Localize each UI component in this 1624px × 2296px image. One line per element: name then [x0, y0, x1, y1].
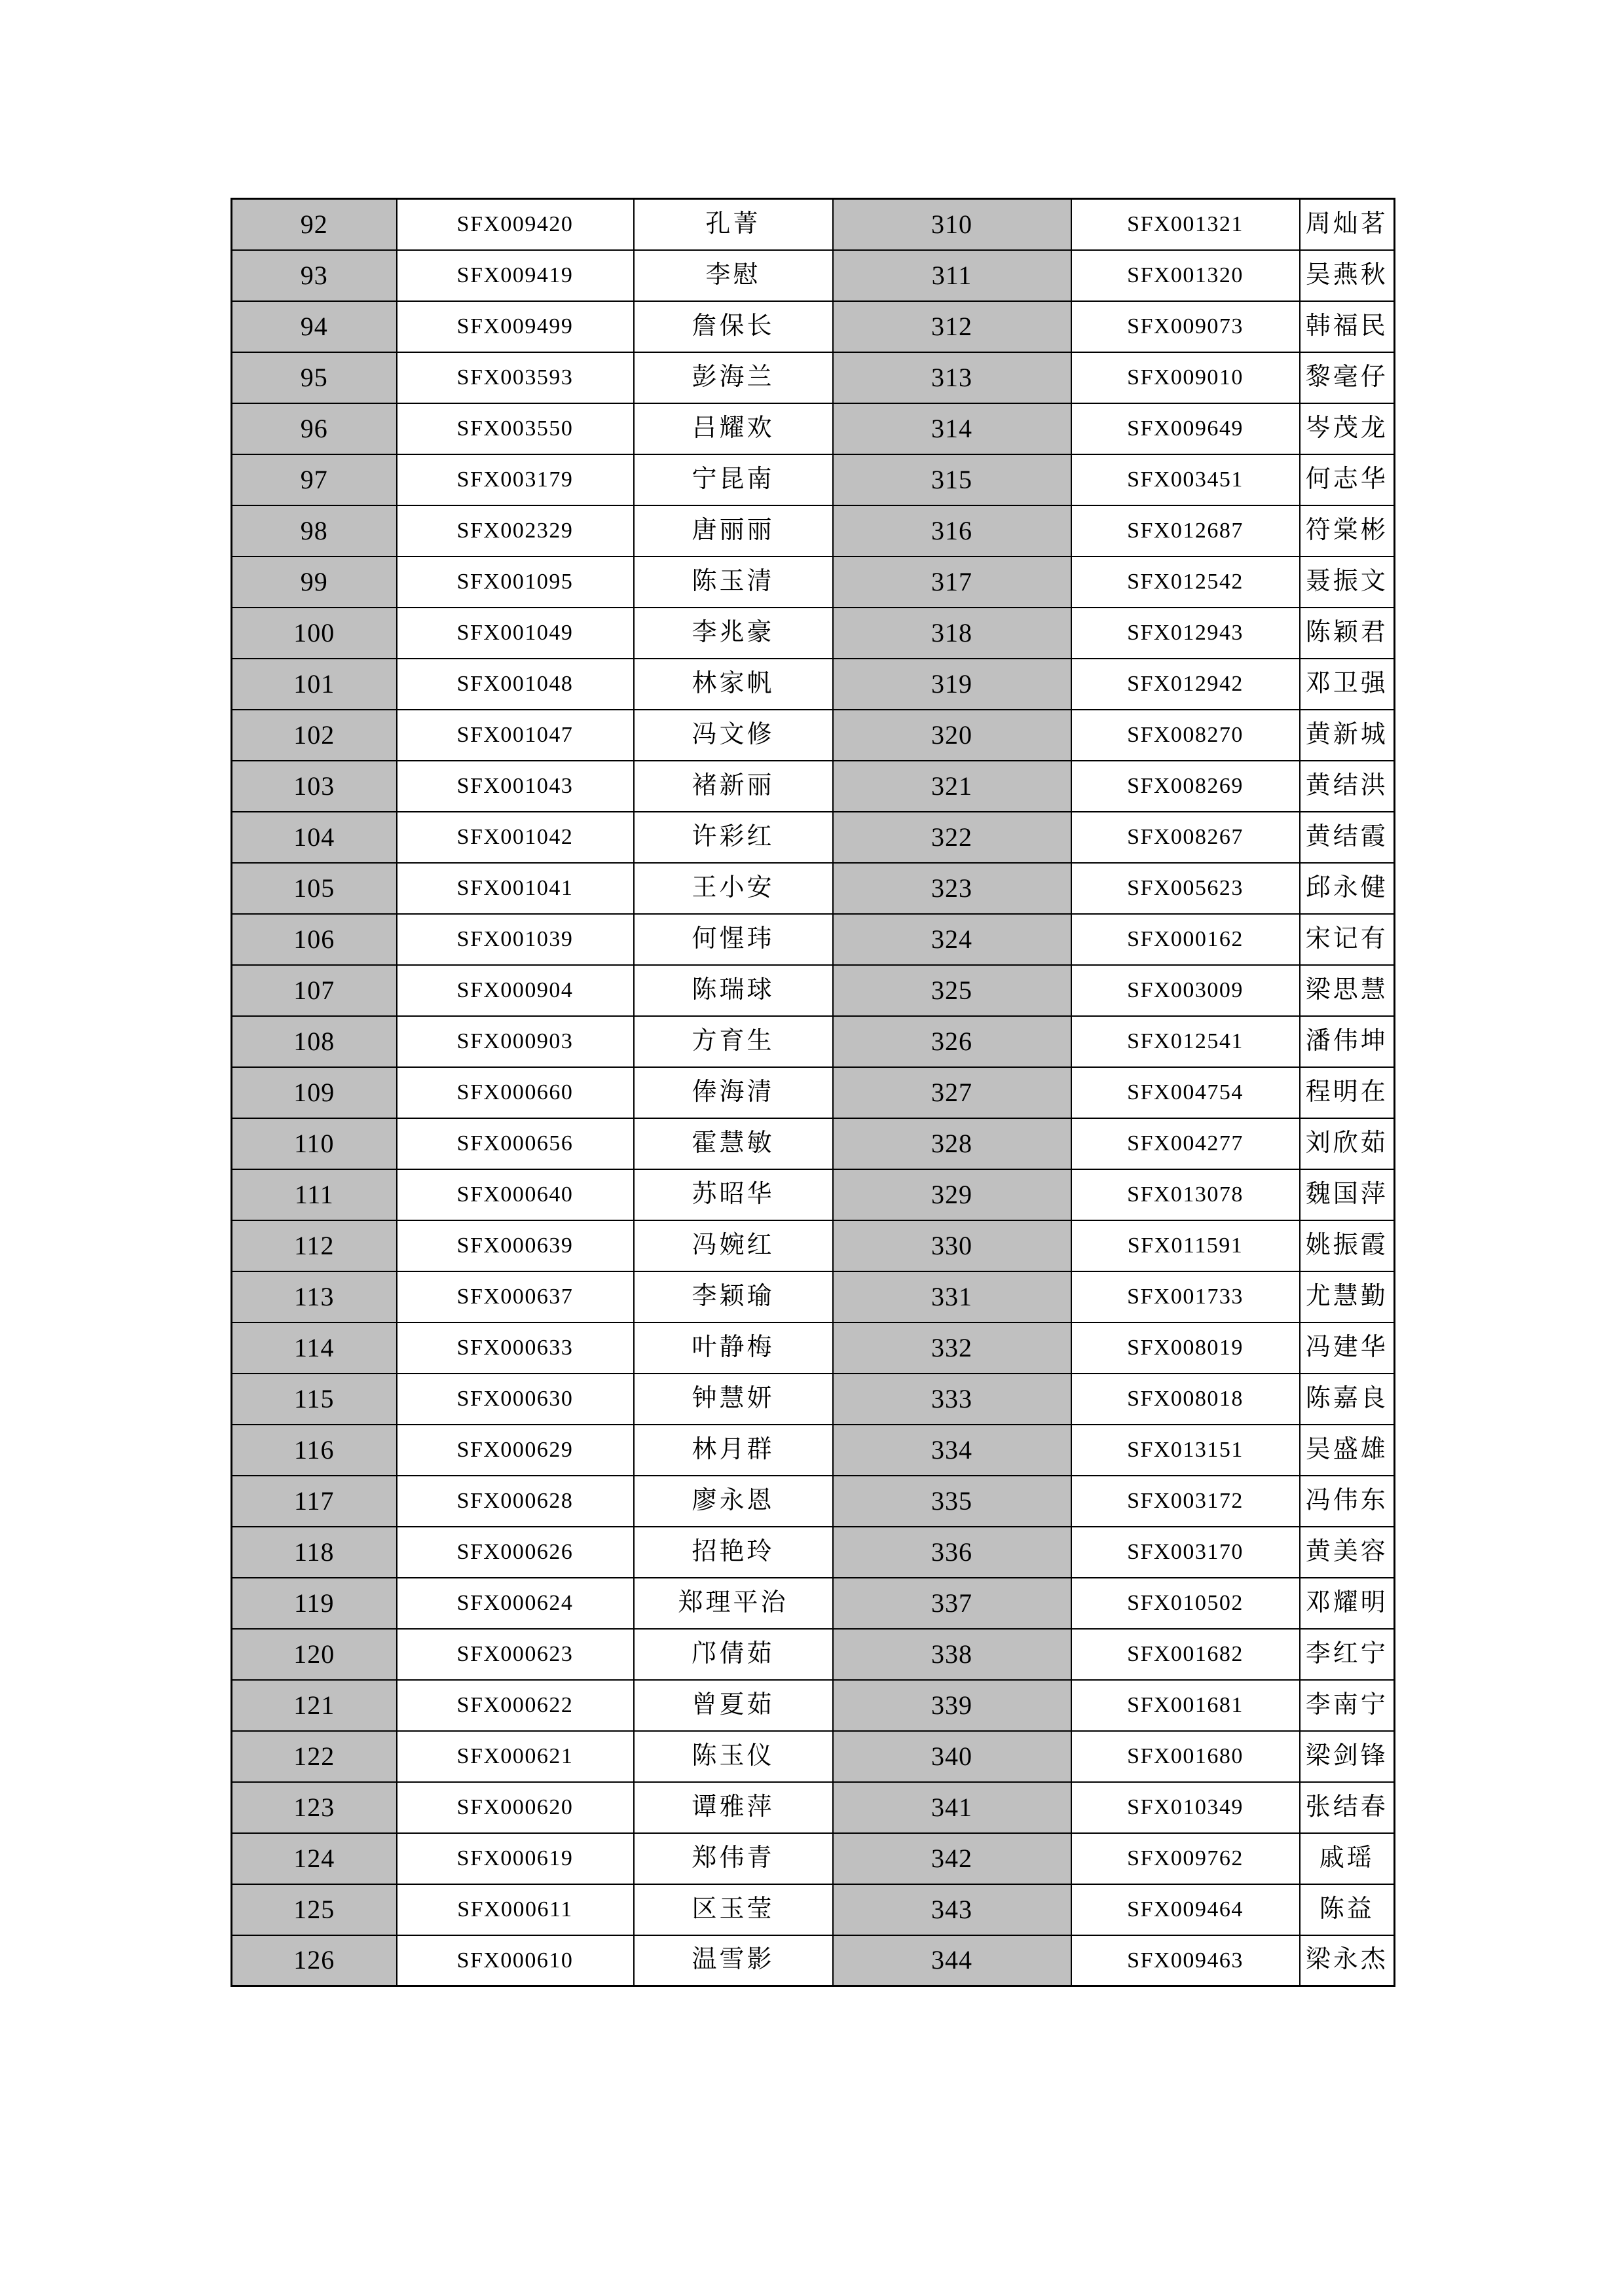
row-sequence-left: 98 [232, 505, 397, 556]
row-sequence-left: 110 [232, 1118, 397, 1169]
row-code-right: SFX012943 [1071, 608, 1300, 659]
row-code-right: SFX004277 [1071, 1118, 1300, 1169]
roster-table-container [231, 198, 1393, 1987]
row-code-right: SFX008270 [1071, 710, 1300, 761]
row-name-right: 梁剑锋 [1300, 1731, 1395, 1782]
row-sequence-left: 113 [232, 1271, 397, 1322]
table-row [232, 1220, 1395, 1271]
row-sequence-left: 116 [232, 1425, 397, 1476]
table-row [232, 1833, 1395, 1884]
row-sequence-right: 331 [833, 1271, 1071, 1322]
row-name-left: 许彩红 [634, 812, 833, 863]
row-code-right: SFX009463 [1071, 1935, 1300, 1986]
row-name-right: 戚瑶 [1300, 1833, 1395, 1884]
row-code-right: SFX001733 [1071, 1271, 1300, 1322]
row-code-left: SFX000903 [397, 1016, 634, 1067]
row-sequence-right: 336 [833, 1527, 1071, 1578]
table-row [232, 505, 1395, 556]
table-row [232, 1782, 1395, 1833]
row-sequence-right: 342 [833, 1833, 1071, 1884]
roster-table-body [232, 199, 1395, 1986]
row-sequence-right: 317 [833, 556, 1071, 608]
row-name-left: 詹保长 [634, 301, 833, 352]
row-name-left: 郑伟青 [634, 1833, 833, 1884]
row-code-left: SFX000619 [397, 1833, 634, 1884]
row-sequence-left: 97 [232, 454, 397, 505]
row-name-right: 岑茂龙 [1300, 403, 1395, 454]
table-row [232, 1118, 1395, 1169]
row-name-left: 陈玉仪 [634, 1731, 833, 1782]
row-code-left: SFX001041 [397, 863, 634, 914]
table-row [232, 710, 1395, 761]
row-sequence-left: 95 [232, 352, 397, 403]
row-sequence-left: 108 [232, 1016, 397, 1067]
table-row [232, 1169, 1395, 1220]
row-code-right: SFX012542 [1071, 556, 1300, 608]
row-code-right: SFX009073 [1071, 301, 1300, 352]
table-row [232, 1629, 1395, 1680]
row-code-left: SFX000624 [397, 1578, 634, 1629]
row-code-left: SFX000626 [397, 1527, 634, 1578]
row-sequence-right: 312 [833, 301, 1071, 352]
row-code-right: SFX010349 [1071, 1782, 1300, 1833]
row-code-right: SFX003009 [1071, 965, 1300, 1016]
row-name-right: 黎毫仔 [1300, 352, 1395, 403]
table-row [232, 403, 1395, 454]
row-name-left: 温雪影 [634, 1935, 833, 1986]
row-name-right: 邓卫强 [1300, 659, 1395, 710]
row-name-left: 林家帆 [634, 659, 833, 710]
table-row [232, 1935, 1395, 1986]
row-sequence-right: 335 [833, 1476, 1071, 1527]
row-sequence-right: 337 [833, 1578, 1071, 1629]
row-code-right: SFX003451 [1071, 454, 1300, 505]
row-code-left: SFX000622 [397, 1680, 634, 1731]
row-name-left: 褚新丽 [634, 761, 833, 812]
row-code-right: SFX011591 [1071, 1220, 1300, 1271]
row-sequence-left: 99 [232, 556, 397, 608]
row-name-left: 林月群 [634, 1425, 833, 1476]
row-code-left: SFX009419 [397, 250, 634, 301]
row-name-right: 冯伟东 [1300, 1476, 1395, 1527]
row-name-left: 谭雅萍 [634, 1782, 833, 1833]
row-sequence-left: 92 [232, 199, 397, 250]
row-code-left: SFX003179 [397, 454, 634, 505]
table-row [232, 1374, 1395, 1425]
row-code-right: SFX001681 [1071, 1680, 1300, 1731]
row-code-left: SFX000629 [397, 1425, 634, 1476]
row-name-right: 吴燕秋 [1300, 250, 1395, 301]
row-sequence-left: 104 [232, 812, 397, 863]
row-name-right: 李南宁 [1300, 1680, 1395, 1731]
row-code-left: SFX000628 [397, 1476, 634, 1527]
row-code-left: SFX009499 [397, 301, 634, 352]
row-code-left: SFX001039 [397, 914, 634, 965]
row-code-right: SFX008018 [1071, 1374, 1300, 1425]
row-sequence-left: 109 [232, 1067, 397, 1118]
row-name-right: 周灿茗 [1300, 199, 1395, 250]
row-sequence-left: 101 [232, 659, 397, 710]
row-sequence-right: 341 [833, 1782, 1071, 1833]
row-sequence-right: 326 [833, 1016, 1071, 1067]
row-sequence-left: 124 [232, 1833, 397, 1884]
table-row [232, 1425, 1395, 1476]
row-sequence-right: 340 [833, 1731, 1071, 1782]
row-code-left: SFX000660 [397, 1067, 634, 1118]
table-row [232, 556, 1395, 608]
row-sequence-right: 320 [833, 710, 1071, 761]
row-sequence-left: 115 [232, 1374, 397, 1425]
row-sequence-left: 103 [232, 761, 397, 812]
table-row [232, 863, 1395, 914]
row-name-right: 冯建华 [1300, 1322, 1395, 1374]
row-code-right: SFX009762 [1071, 1833, 1300, 1884]
row-sequence-right: 315 [833, 454, 1071, 505]
row-name-right: 张结春 [1300, 1782, 1395, 1833]
row-sequence-left: 119 [232, 1578, 397, 1629]
table-row [232, 659, 1395, 710]
row-sequence-left: 105 [232, 863, 397, 914]
row-sequence-left: 118 [232, 1527, 397, 1578]
row-name-left: 冯婉红 [634, 1220, 833, 1271]
row-code-right: SFX013078 [1071, 1169, 1300, 1220]
row-code-left: SFX000611 [397, 1884, 634, 1935]
row-code-left: SFX001095 [397, 556, 634, 608]
row-code-left: SFX000610 [397, 1935, 634, 1986]
row-code-left: SFX001043 [397, 761, 634, 812]
row-sequence-right: 311 [833, 250, 1071, 301]
row-sequence-right: 339 [833, 1680, 1071, 1731]
row-name-right: 韩福民 [1300, 301, 1395, 352]
table-row [232, 250, 1395, 301]
row-code-left: SFX003550 [397, 403, 634, 454]
row-name-left: 宁昆南 [634, 454, 833, 505]
row-sequence-left: 94 [232, 301, 397, 352]
table-row [232, 1067, 1395, 1118]
roster-table [231, 198, 1395, 1987]
row-code-right: SFX008019 [1071, 1322, 1300, 1374]
row-name-left: 钟慧妍 [634, 1374, 833, 1425]
row-sequence-right: 328 [833, 1118, 1071, 1169]
table-row [232, 608, 1395, 659]
row-name-right: 尤慧勤 [1300, 1271, 1395, 1322]
row-sequence-right: 322 [833, 812, 1071, 863]
row-name-right: 邱永健 [1300, 863, 1395, 914]
row-name-right: 吴盛雄 [1300, 1425, 1395, 1476]
row-code-left: SFX000904 [397, 965, 634, 1016]
row-name-right: 黄结霞 [1300, 812, 1395, 863]
table-row [232, 1271, 1395, 1322]
row-sequence-right: 310 [833, 199, 1071, 250]
row-sequence-right: 313 [833, 352, 1071, 403]
row-name-left: 李兆豪 [634, 608, 833, 659]
table-row [232, 352, 1395, 403]
table-row [232, 965, 1395, 1016]
row-name-right: 梁永杰 [1300, 1935, 1395, 1986]
row-code-right: SFX001321 [1071, 199, 1300, 250]
row-sequence-left: 102 [232, 710, 397, 761]
row-code-right: SFX000162 [1071, 914, 1300, 965]
table-row [232, 454, 1395, 505]
row-code-right: SFX013151 [1071, 1425, 1300, 1476]
table-row [232, 301, 1395, 352]
row-name-right: 黄结洪 [1300, 761, 1395, 812]
row-name-left: 区玉莹 [634, 1884, 833, 1935]
row-code-right: SFX012687 [1071, 505, 1300, 556]
row-code-right: SFX009010 [1071, 352, 1300, 403]
row-sequence-right: 323 [833, 863, 1071, 914]
row-code-right: SFX001680 [1071, 1731, 1300, 1782]
row-name-right: 邓耀明 [1300, 1578, 1395, 1629]
row-code-right: SFX003170 [1071, 1527, 1300, 1578]
row-sequence-right: 343 [833, 1884, 1071, 1935]
row-name-left: 邝倩茹 [634, 1629, 833, 1680]
row-code-left: SFX000620 [397, 1782, 634, 1833]
row-code-right: SFX010502 [1071, 1578, 1300, 1629]
row-name-right: 宋记有 [1300, 914, 1395, 965]
row-name-left: 曾夏茹 [634, 1680, 833, 1731]
row-code-left: SFX000633 [397, 1322, 634, 1374]
row-code-left: SFX001042 [397, 812, 634, 863]
row-sequence-right: 318 [833, 608, 1071, 659]
row-sequence-right: 325 [833, 965, 1071, 1016]
row-code-right: SFX009649 [1071, 403, 1300, 454]
table-row [232, 812, 1395, 863]
table-row [232, 1731, 1395, 1782]
row-code-right: SFX008269 [1071, 761, 1300, 812]
row-name-left: 唐丽丽 [634, 505, 833, 556]
row-name-right: 梁思慧 [1300, 965, 1395, 1016]
row-sequence-right: 327 [833, 1067, 1071, 1118]
row-code-right: SFX005623 [1071, 863, 1300, 914]
row-sequence-left: 120 [232, 1629, 397, 1680]
row-sequence-right: 314 [833, 403, 1071, 454]
row-sequence-left: 122 [232, 1731, 397, 1782]
row-sequence-left: 93 [232, 250, 397, 301]
table-row [232, 914, 1395, 965]
row-sequence-right: 329 [833, 1169, 1071, 1220]
row-sequence-left: 111 [232, 1169, 397, 1220]
table-row [232, 199, 1395, 250]
row-name-left: 俸海清 [634, 1067, 833, 1118]
row-name-right: 黄美容 [1300, 1527, 1395, 1578]
row-code-right: SFX008267 [1071, 812, 1300, 863]
row-code-right: SFX012541 [1071, 1016, 1300, 1067]
row-code-right: SFX012942 [1071, 659, 1300, 710]
table-row [232, 1680, 1395, 1731]
table-row [232, 1016, 1395, 1067]
row-name-left: 吕耀欢 [634, 403, 833, 454]
row-sequence-left: 107 [232, 965, 397, 1016]
row-name-right: 潘伟坤 [1300, 1016, 1395, 1067]
row-code-left: SFX000630 [397, 1374, 634, 1425]
row-name-right: 聂振文 [1300, 556, 1395, 608]
row-name-right: 陈益 [1300, 1884, 1395, 1935]
row-name-right: 陈颖君 [1300, 608, 1395, 659]
row-sequence-left: 123 [232, 1782, 397, 1833]
row-code-left: SFX000639 [397, 1220, 634, 1271]
row-code-left: SFX001048 [397, 659, 634, 710]
row-sequence-right: 316 [833, 505, 1071, 556]
row-code-left: SFX001049 [397, 608, 634, 659]
table-row [232, 761, 1395, 812]
row-sequence-right: 332 [833, 1322, 1071, 1374]
row-name-left: 王小安 [634, 863, 833, 914]
row-name-left: 李慰 [634, 250, 833, 301]
table-row [232, 1476, 1395, 1527]
table-row [232, 1578, 1395, 1629]
row-name-left: 陈玉清 [634, 556, 833, 608]
row-name-left: 招艳玲 [634, 1527, 833, 1578]
row-sequence-left: 112 [232, 1220, 397, 1271]
table-row [232, 1527, 1395, 1578]
row-sequence-right: 333 [833, 1374, 1071, 1425]
row-code-right: SFX001320 [1071, 250, 1300, 301]
row-sequence-right: 334 [833, 1425, 1071, 1476]
row-sequence-right: 330 [833, 1220, 1071, 1271]
row-name-left: 冯文修 [634, 710, 833, 761]
row-name-right: 刘欣茹 [1300, 1118, 1395, 1169]
row-sequence-right: 324 [833, 914, 1071, 965]
row-name-left: 方育生 [634, 1016, 833, 1067]
row-code-left: SFX000656 [397, 1118, 634, 1169]
row-name-right: 姚振霞 [1300, 1220, 1395, 1271]
row-name-left: 苏昭华 [634, 1169, 833, 1220]
row-name-right: 程明在 [1300, 1067, 1395, 1118]
row-code-left: SFX009420 [397, 199, 634, 250]
row-name-right: 黄新城 [1300, 710, 1395, 761]
row-name-left: 孔菁 [634, 199, 833, 250]
row-name-right: 符棠彬 [1300, 505, 1395, 556]
row-sequence-right: 321 [833, 761, 1071, 812]
table-row [232, 1884, 1395, 1935]
row-code-left: SFX002329 [397, 505, 634, 556]
row-code-right: SFX004754 [1071, 1067, 1300, 1118]
row-code-left: SFX000623 [397, 1629, 634, 1680]
row-name-right: 陈嘉良 [1300, 1374, 1395, 1425]
row-code-left: SFX000637 [397, 1271, 634, 1322]
row-code-left: SFX000621 [397, 1731, 634, 1782]
row-name-right: 何志华 [1300, 454, 1395, 505]
row-name-left: 郑理平治 [634, 1578, 833, 1629]
table-row [232, 1322, 1395, 1374]
row-name-left: 廖永恩 [634, 1476, 833, 1527]
row-sequence-right: 338 [833, 1629, 1071, 1680]
row-sequence-left: 121 [232, 1680, 397, 1731]
row-name-left: 彭海兰 [634, 352, 833, 403]
row-sequence-left: 100 [232, 608, 397, 659]
row-name-right: 李红宁 [1300, 1629, 1395, 1680]
row-name-left: 李颖瑜 [634, 1271, 833, 1322]
row-name-left: 陈瑞球 [634, 965, 833, 1016]
row-code-left: SFX001047 [397, 710, 634, 761]
row-code-right: SFX009464 [1071, 1884, 1300, 1935]
row-name-left: 何惺玮 [634, 914, 833, 965]
row-sequence-left: 126 [232, 1935, 397, 1986]
row-code-left: SFX003593 [397, 352, 634, 403]
row-code-right: SFX003172 [1071, 1476, 1300, 1527]
row-sequence-left: 96 [232, 403, 397, 454]
row-sequence-left: 106 [232, 914, 397, 965]
row-sequence-right: 344 [833, 1935, 1071, 1986]
row-code-right: SFX001682 [1071, 1629, 1300, 1680]
row-name-left: 霍慧敏 [634, 1118, 833, 1169]
row-code-left: SFX000640 [397, 1169, 634, 1220]
row-name-right: 魏国萍 [1300, 1169, 1395, 1220]
row-sequence-right: 319 [833, 659, 1071, 710]
row-sequence-left: 114 [232, 1322, 397, 1374]
row-sequence-left: 125 [232, 1884, 397, 1935]
row-sequence-left: 117 [232, 1476, 397, 1527]
row-name-left: 叶静梅 [634, 1322, 833, 1374]
